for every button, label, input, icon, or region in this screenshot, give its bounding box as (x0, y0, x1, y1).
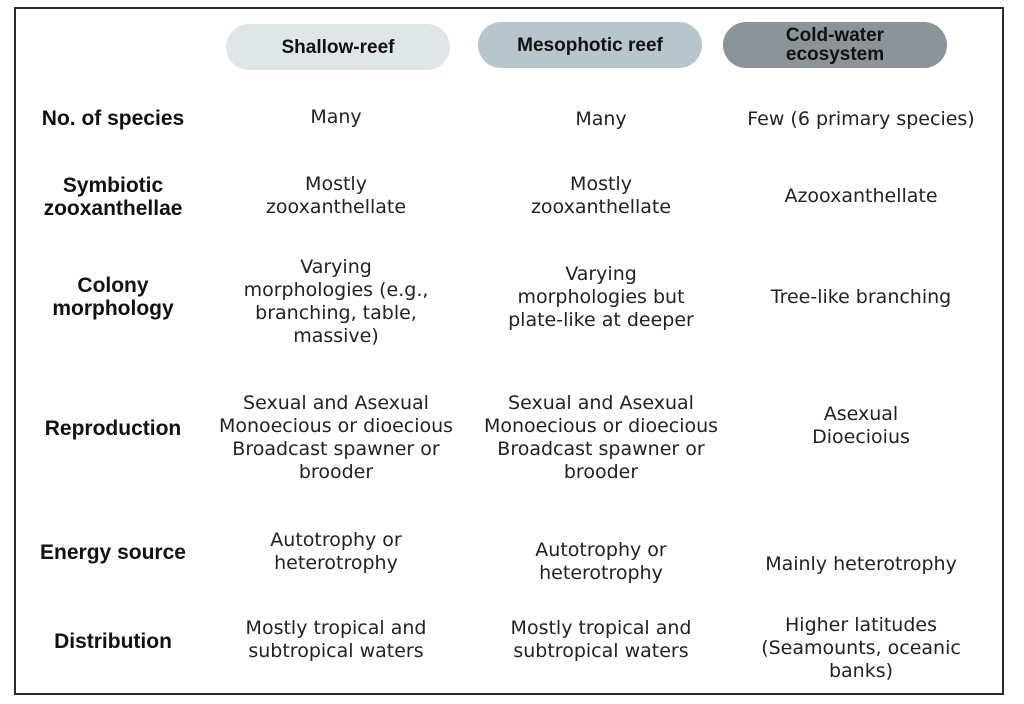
column-header-cold-water-line2: ecosystem (785, 44, 885, 65)
cell-species-cold: Few (6 primary species) (747, 107, 975, 130)
cell-distribution-shallow: Mostly tropical and subtropical waters (245, 617, 427, 662)
cell-zoox-shallow: Mostly zooxanthellate (265, 173, 407, 218)
row-label-colony-morphology: Colony morphology (52, 274, 174, 320)
row-label-reproduction: Reproduction (44, 416, 182, 440)
cell-morphology-mesophotic: Varying morphologies but plate-like at deeper (508, 262, 694, 331)
row-label-symbiotic-zooxanthellae: Symbiotic zooxanthellae (43, 174, 183, 220)
cell-species-shallow: Many (310, 105, 362, 128)
column-header-cold-water-ecosystem (723, 22, 947, 68)
cell-morphology-cold: Tree-like branching (770, 285, 952, 308)
cell-reproduction-mesophotic: Sexual and Asexual Monoecious or dioecious Broadcast spawner or brooder (483, 392, 719, 483)
cell-reproduction-cold: Asexual Dioecioius (812, 403, 910, 448)
column-header-cold-water-line1: Cold-water (785, 25, 885, 46)
cell-morphology-shallow: Varying morphologies (e.g., branching, table, massive) (243, 256, 429, 347)
cell-distribution-cold: Higher latitudes (Seamounts, oceanic banks) (761, 613, 961, 682)
cell-energy-mesophotic: Autotrophy or heterotrophy (535, 539, 667, 584)
cell-zoox-cold: Azooxanthellate (784, 184, 938, 207)
column-header-mesophotic-reef: Mesophotic reef (478, 22, 702, 68)
cell-zoox-mesophotic: Mostly zooxanthellate (530, 173, 672, 218)
cell-species-mesophotic: Many (575, 107, 627, 130)
row-label-distribution: Distribution (54, 629, 172, 653)
row-label-no-of-species: No. of species (41, 106, 185, 130)
cell-reproduction-shallow: Sexual and Asexual Monoecious or dioecious Broadcast spawner or brooder (218, 392, 454, 483)
column-header-shallow-reef: Shallow-reef (226, 24, 450, 70)
cell-distribution-mesophotic: Mostly tropical and subtropical waters (510, 617, 692, 662)
cell-energy-shallow: Autotrophy or heterotrophy (270, 529, 402, 574)
row-label-energy-source: Energy source (40, 540, 186, 564)
cell-energy-cold: Mainly heterotrophy (765, 552, 957, 575)
